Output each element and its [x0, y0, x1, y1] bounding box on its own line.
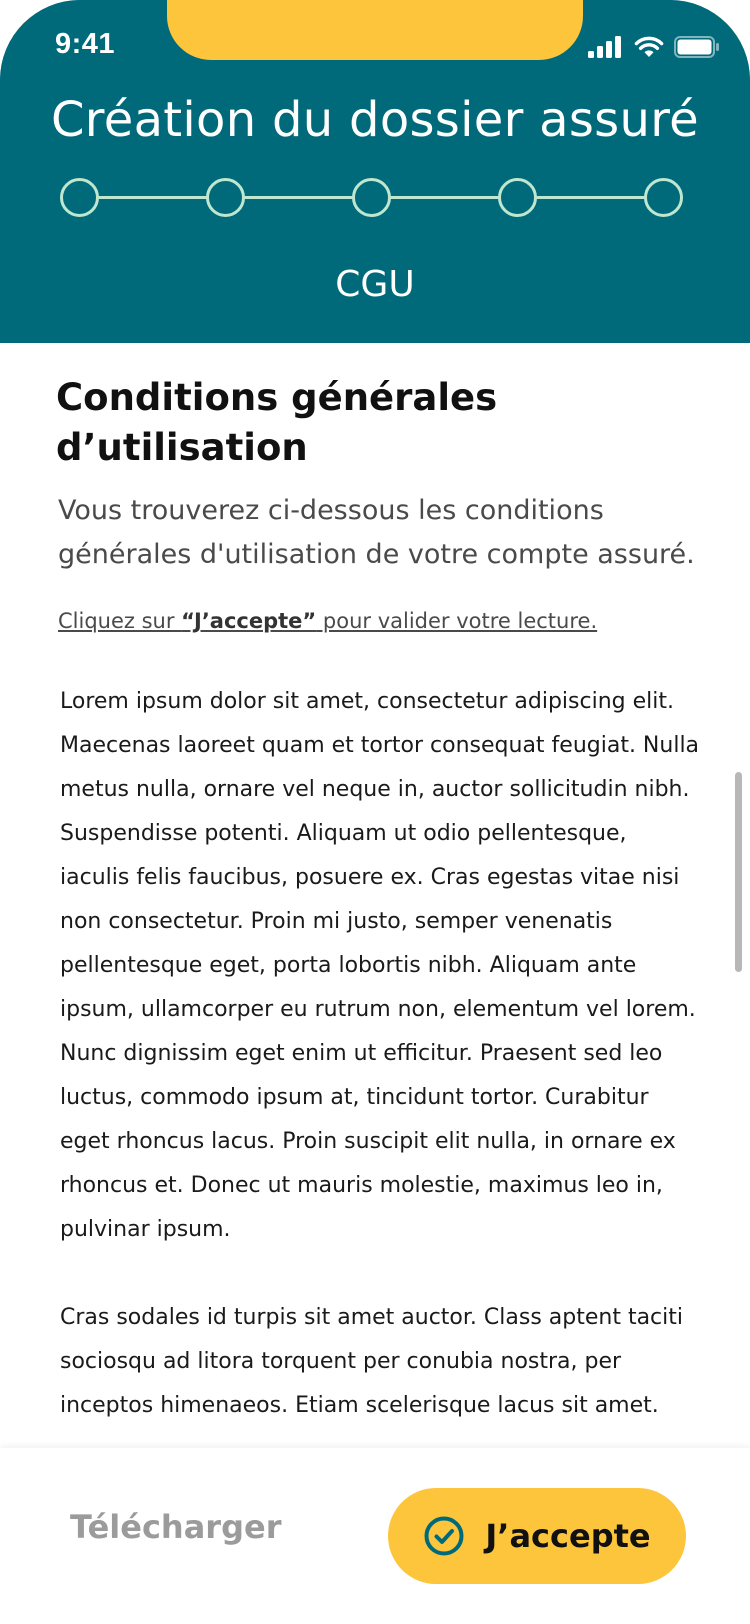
battery-icon	[674, 36, 720, 58]
page-title: Création du dossier assuré	[50, 92, 700, 148]
intro-text: Vous trouverez ci-dessous les conditions générales d'utilisation de votre compte assuré.	[58, 495, 695, 570]
signal-icon	[588, 36, 624, 58]
status-icons	[588, 33, 720, 61]
step-4-dot	[498, 178, 537, 217]
section-heading-line-2: d’utilisation	[56, 426, 308, 469]
download-button[interactable]: Télécharger	[70, 1508, 282, 1546]
step-5-dot	[644, 178, 683, 217]
scrollbar[interactable]	[735, 772, 742, 972]
footer-actions	[0, 1448, 750, 1624]
progress-stepper	[60, 176, 690, 220]
section-heading	[56, 373, 676, 473]
step-3-dot	[352, 178, 391, 217]
terms-paragraph-2: Cras sodales id turpis sit amet auctor. Class aptent taciti sociosqu ad litora torquent per conubia nostra, per inceptos himenaeos. Etiam scelerisque lacus sit amet.	[60, 1305, 684, 1418]
terms-paragraph-1: Lorem ipsum dolor sit amet, consectetur adipiscing elit. Maecenas laoreet quam et tortor consequat feugiat. Nulla metus nulla, ornare vel neque in, auctor sollicitudin nibh. Suspendisse potenti. Aliquam ut odio pellentesque, iaculis felis faucibus, posuere ex. Cras egestas vitae nisi non consectetur. Proin mi justo, semper venenatis pellentesque eget, porta lobortis nibh. Aliquam ante ipsum, ullamcorper eu rutrum non, elementum vel lorem. Nunc dignissim eget enim ut efficitur. Praesent sed leo luctus, commodo ipsum at, tincidunt tortor. Curabitur eget rhoncus lacus. Proin suscipit elit nulla, in ornare ex rhoncus et. Donec ut mauris molestie, maximus leo in, pulvinar ipsum.	[60, 689, 700, 1242]
section-heading-line-1: Conditions générales	[56, 376, 498, 419]
wifi-icon	[634, 36, 664, 58]
status-time: 9:41	[55, 28, 116, 60]
terms-body	[60, 680, 700, 1448]
hint-suffix: pour valider votre lecture.	[316, 609, 598, 633]
hint-accept-label: “J’accepte”	[181, 609, 317, 633]
hint-prefix: Cliquez sur	[58, 609, 182, 633]
step-1-dot	[60, 178, 99, 217]
device-notch	[167, 0, 583, 60]
accept-button-label: J’accepte	[485, 1517, 651, 1555]
terms-content[interactable]	[0, 343, 750, 1448]
current-step-label: CGU	[335, 264, 415, 305]
step-2-dot	[206, 178, 245, 217]
accept-button[interactable]	[388, 1488, 686, 1584]
header	[0, 0, 750, 343]
check-circle-icon	[423, 1515, 465, 1557]
accept-hint	[58, 609, 597, 633]
